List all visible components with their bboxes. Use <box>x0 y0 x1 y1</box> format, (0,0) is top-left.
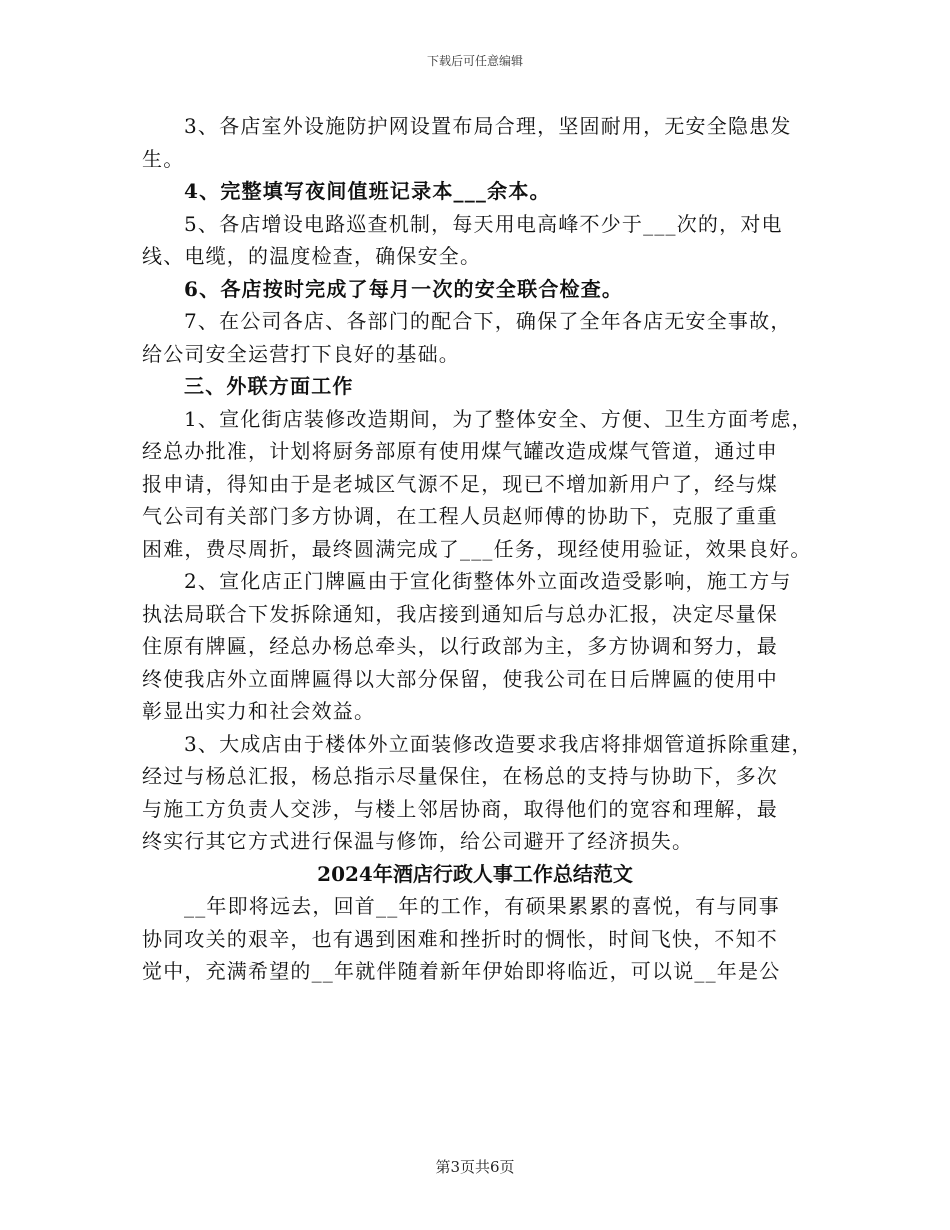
text-line: 觉中，充满希望的__年就伴随着新年伊始即将临近，可以说__年是公 <box>142 959 781 983</box>
text-line: 协同攻关的艰辛，也有遇到困难和挫折时的惆怅，时间飞快，不知不 <box>142 926 778 951</box>
text-line: 经过与杨总汇报，杨总指示尽量保住，在杨总的支持与协助下，多次 <box>142 764 778 788</box>
document-body <box>142 110 813 988</box>
text-line: 气公司有关部门多方协调，在工程人员赵师傅的协助下，克服了重重 <box>142 504 778 528</box>
text-line: 4、完整填写夜间值班记录本___余本。 <box>184 179 551 203</box>
text-line: 三、外联方面工作 <box>184 374 354 398</box>
text-line: __年即将远去，回首__年的工作，有硕果累累的喜悦，有与同事 <box>184 894 780 918</box>
text-line: 3、各店室外设施防护网设置布局合理，坚固耐用，无安全隐患发 <box>184 114 792 138</box>
text-line: 7、在公司各店、各部门的配合下，确保了全年各店无安全事故， <box>184 309 792 333</box>
text-line: 5、各店增设电路巡查机制，每天用电高峰不少于___次的，对电 <box>184 211 783 236</box>
text-line: 给公司安全运营打下良好的基础。 <box>142 341 460 366</box>
text-line: 住原有牌匾，经总办杨总牵头，以行政部为主，多方协调和努力，最 <box>142 634 778 658</box>
section-title: 2024年酒店行政人事工作总结范文 <box>317 861 633 886</box>
text-line: 困难，费尽周折，最终圆满完成了___任务，现经使用验证，效果良好。 <box>142 536 812 561</box>
text-line: 与施工方负责人交涉，与楼上邻居协商，取得他们的宽容和理解，最 <box>142 796 778 821</box>
page-footer: 第3页共6页 <box>435 1158 515 1176</box>
text-line: 1、宣化街店装修改造期间，为了整体安全、方便、卫生方面考虑， <box>184 406 813 431</box>
text-line: 经总办批准，计划将厨务部原有使用煤气罐改造成煤气管道，通过申 <box>142 439 778 463</box>
body-paragraphs <box>142 110 813 858</box>
text-line: 2、宣化店正门牌匾由于宣化街整体外立面改造受影响，施工方与 <box>184 569 792 593</box>
text-line: 执法局联合下发拆除通知，我店接到通知后与总办汇报，决定尽量保 <box>142 601 778 626</box>
text-line: 终使我店外立面牌匾得以大部分保留，使我公司在日后牌匾的使用中 <box>142 666 778 691</box>
text-line: 终实行其它方式进行保温与修饰，给公司避开了经济损失。 <box>142 829 694 853</box>
text-line: 彰显出实力和社会效益。 <box>142 699 376 723</box>
text-line: 3、大成店由于楼体外立面装修改造要求我店将排烟管道拆除重建， <box>184 731 813 756</box>
text-line: 生。 <box>142 146 185 171</box>
text-line: 报申请，得知由于是老城区气源不足，现已不增加新用户了，经与煤 <box>142 471 778 496</box>
body-paragraphs-2 <box>142 890 808 988</box>
text-line: 线、电缆，的温度检查，确保安全。 <box>142 244 482 268</box>
page-header: 下载后可任意编辑 <box>426 54 523 68</box>
text-line: 6、各店按时完成了每月一次的安全联合检查。 <box>184 276 624 301</box>
